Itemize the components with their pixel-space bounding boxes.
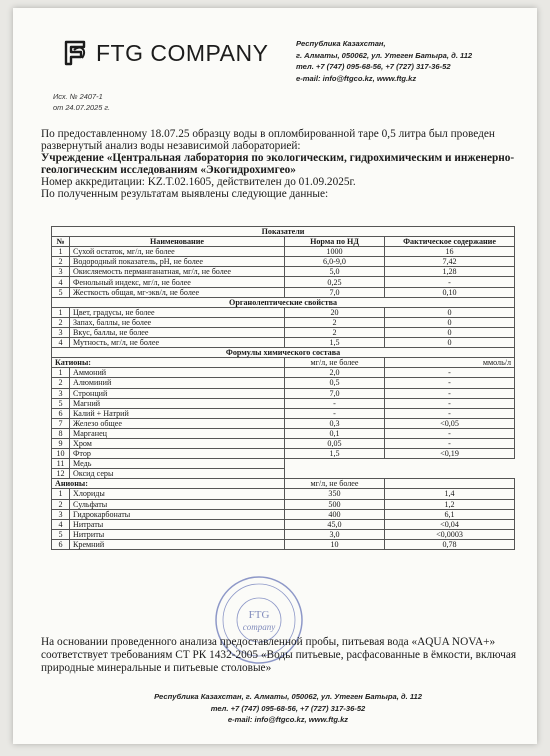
row-norm: 2	[285, 317, 385, 327]
anion-row	[52, 539, 515, 549]
cation-row	[52, 398, 515, 408]
row-number: 6	[52, 408, 70, 418]
row-actual: <0,05	[385, 418, 515, 428]
row-number: 4	[52, 277, 70, 287]
stamp-line2: company	[242, 622, 276, 632]
row-norm: 5,0	[285, 267, 385, 277]
row-actual: -	[385, 428, 515, 438]
row-name: Марганец	[70, 428, 285, 438]
cation-row	[52, 408, 515, 418]
header-email: e-mail: info@ftgco.kz, www.ftg.kz	[296, 73, 417, 83]
cations-label: Катионы:	[52, 358, 285, 368]
row-norm: 2	[285, 327, 385, 337]
organoleptic-row	[52, 317, 515, 327]
header-name: Наименование	[70, 237, 285, 247]
main-row	[52, 277, 515, 287]
row-norm: 0,25	[285, 277, 385, 287]
header-contacts	[296, 38, 526, 84]
row-name: Фтор	[70, 449, 285, 459]
row-number: 3	[52, 327, 70, 337]
row-number: 5	[52, 287, 70, 297]
row-norm: 0,5	[285, 378, 385, 388]
row-actual: -	[385, 438, 515, 448]
row-norm: 45,0	[285, 519, 385, 529]
row-name: Водородный показатель, pH, не более	[70, 257, 285, 267]
column-header-row	[52, 237, 515, 247]
row-name: Жесткость общая, мг-экв/л, не более	[70, 287, 285, 297]
row-number: 4	[52, 519, 70, 529]
company-logo	[60, 38, 268, 68]
row-actual: <0,19	[385, 449, 515, 459]
footer-phone: тел. +7 (747) 095-68-56, +7 (727) 317-36-52	[210, 703, 366, 713]
row-number: 1	[52, 247, 70, 257]
row-actual: 6,1	[385, 509, 515, 519]
anions-label: Анионы:	[52, 479, 285, 489]
anions-header-row	[52, 479, 515, 489]
cation-row	[52, 418, 515, 428]
row-name: Хлориды	[70, 489, 285, 499]
cation-row	[52, 368, 515, 378]
row-number: 9	[52, 438, 70, 448]
row-name: Калий + Натрий	[70, 408, 285, 418]
header-phone: тел. +7 (747) 095-68-56, +7 (727) 317-36-52	[296, 62, 451, 71]
main-row	[52, 257, 515, 267]
row-actual: -	[385, 408, 515, 418]
row-actual: 0,78	[385, 539, 515, 549]
intro-paragraph: По предоставленному 18.07.25 образцу воды в опломбированной таре 0,5 литра был проведен развернутый анализ воды независимой лабораторией:	[41, 128, 495, 152]
cations-header-row	[52, 358, 515, 368]
row-number: 7	[52, 418, 70, 428]
row-name: Медь	[70, 459, 285, 469]
row-actual: 0	[385, 327, 515, 337]
row-number: 2	[52, 317, 70, 327]
cations-unit-mmol: ммоль/л	[385, 358, 515, 368]
row-actual: -	[385, 277, 515, 287]
row-number: 12	[52, 469, 70, 479]
anion-row	[52, 489, 515, 499]
row-actual: 0,10	[385, 287, 515, 297]
row-name: Железо общее	[70, 418, 285, 428]
row-norm: 7,0	[285, 287, 385, 297]
ftg-logo-icon	[60, 38, 90, 68]
row-number: 5	[52, 398, 70, 408]
row-norm: 1,5	[285, 449, 385, 459]
row-name: Стронций	[70, 388, 285, 398]
section-title: Показатели	[52, 227, 515, 237]
row-norm: 20	[285, 307, 385, 317]
reference-date: от 24.07.2025 г.	[53, 102, 111, 112]
organoleptic-row	[52, 338, 515, 348]
row-actual: 1,2	[385, 499, 515, 509]
row-norm: 0,05	[285, 438, 385, 448]
row-norm: 350	[285, 489, 385, 499]
reference-block	[53, 92, 110, 113]
row-name: Нитраты	[70, 519, 285, 529]
row-actual: <0,04	[385, 519, 515, 529]
results-intro: По полученным результатам выявлены следующие данные:	[41, 188, 329, 200]
row-name: Вкус, баллы, не более	[70, 327, 285, 337]
row-actual: -	[385, 368, 515, 378]
header-country: Республика Казахстан,	[296, 39, 386, 48]
row-name: Хром	[70, 438, 285, 448]
organoleptic-row	[52, 307, 515, 317]
footer-contacts	[108, 691, 468, 726]
cation-row	[52, 459, 515, 469]
main-row	[52, 267, 515, 277]
row-name: Запах, баллы, не более	[70, 317, 285, 327]
row-actual: 0	[385, 307, 515, 317]
document-sheet	[13, 8, 537, 744]
header-num: №	[52, 237, 70, 247]
row-number: 1	[52, 368, 70, 378]
row-name: Окисляемость перманганатная, мг/л, не более	[70, 267, 285, 277]
cation-row	[52, 428, 515, 438]
row-name: Сульфаты	[70, 499, 285, 509]
row-norm: 0,3	[285, 418, 385, 428]
section-header-organoleptic	[52, 297, 515, 307]
cation-row	[52, 438, 515, 448]
section-title: Формулы химического состава	[52, 348, 515, 358]
results-table	[51, 226, 515, 550]
row-actual: 1,4	[385, 489, 515, 499]
row-name: Магний	[70, 398, 285, 408]
cation-row	[52, 449, 515, 459]
row-number: 11	[52, 459, 70, 469]
anion-row	[52, 529, 515, 539]
row-number: 4	[52, 338, 70, 348]
row-name: Кремний	[70, 539, 285, 549]
row-number: 3	[52, 509, 70, 519]
row-number: 3	[52, 267, 70, 277]
row-name: Алюминий	[70, 378, 285, 388]
company-name: FTG COMPANY	[96, 39, 269, 66]
section-header-main	[52, 227, 515, 237]
row-actual: -	[385, 378, 515, 388]
row-norm: 1,5	[285, 338, 385, 348]
cation-row	[52, 388, 515, 398]
row-norm: 3,0	[285, 529, 385, 539]
row-norm: 1000	[285, 247, 385, 257]
row-norm: 400	[285, 509, 385, 519]
stamp-line1: FTG	[248, 609, 270, 621]
anion-row	[52, 499, 515, 509]
row-actual: -	[385, 388, 515, 398]
row-norm: -	[285, 398, 385, 408]
intro-text	[41, 128, 521, 200]
row-number: 2	[52, 257, 70, 267]
row-norm: 500	[285, 499, 385, 509]
row-norm: 6,0-9,0	[285, 257, 385, 267]
lab-name: Учреждение «Центральная лаборатория по экологическим, гидрохимическим и инженерно-геологическим исследованиям «Экогидрохимгео»	[41, 152, 515, 176]
row-norm: 2,0	[285, 368, 385, 378]
row-number: 2	[52, 499, 70, 509]
row-name: Мутность, мг/л, не более	[70, 338, 285, 348]
conclusion-text: На основании проведенного анализа предоставленной пробы, питьевая вода «AQUA NOVA+» соответствует требованиям СТ РК 1432-2005 «Воды питьевые, расфасованные в ёмкости, включая природные минеральные и питьевые столовые»	[41, 636, 517, 674]
anions-unit: мг/л, не более	[285, 479, 385, 489]
section-header-formula	[52, 348, 515, 358]
cation-row	[52, 469, 515, 479]
row-actual: 16	[385, 247, 515, 257]
row-number: 5	[52, 529, 70, 539]
main-row	[52, 287, 515, 297]
row-name: Нитриты	[70, 529, 285, 539]
footer-email: e-mail: info@ftgco.kz, www.ftg.kz	[227, 715, 349, 724]
row-number: 3	[52, 388, 70, 398]
row-norm: -	[285, 408, 385, 418]
row-name: Аммоний	[70, 368, 285, 378]
row-name: Сухой остаток, мг/л, не более	[70, 247, 285, 257]
row-name: Оксид серы	[70, 469, 285, 479]
row-number: 2	[52, 378, 70, 388]
row-actual: 0	[385, 317, 515, 327]
row-actual: -	[385, 398, 515, 408]
row-name: Гидрокарбонаты	[70, 509, 285, 519]
organoleptic-row	[52, 327, 515, 337]
header-actual: Фактическое содержание	[385, 237, 515, 247]
anion-row	[52, 519, 515, 529]
header-norm: Норма по НД	[285, 237, 385, 247]
row-actual: 1,28	[385, 267, 515, 277]
main-row	[52, 247, 515, 257]
section-title: Органолептические свойства	[52, 297, 515, 307]
cations-unit: мг/л, не более	[285, 358, 385, 368]
row-number: 10	[52, 449, 70, 459]
row-number: 6	[52, 539, 70, 549]
footer-address: Республика Казахстан, г. Алматы, 050062, ул. Утеген Батыра, д. 112	[154, 692, 422, 701]
row-actual: <0,0003	[385, 529, 515, 539]
row-number: 1	[52, 307, 70, 317]
row-norm: 7,0	[285, 388, 385, 398]
cation-row	[52, 378, 515, 388]
reference-number: Исх. № 2407-1	[53, 92, 103, 101]
row-actual: 0	[385, 338, 515, 348]
row-number: 8	[52, 428, 70, 438]
row-actual: 7,42	[385, 257, 515, 267]
row-name: Фенольный индекс, мг/л, не более	[70, 277, 285, 287]
row-norm: 0,1	[285, 428, 385, 438]
anion-row	[52, 509, 515, 519]
row-number: 1	[52, 489, 70, 499]
accreditation: Номер аккредитации: KZ.T.02.1605, действителен до 01.09.2025г.	[41, 176, 356, 188]
row-name: Цвет, градусы, не более	[70, 307, 285, 317]
header-address: г. Алматы, 050062, ул. Утеген Батыра, д. 112	[296, 50, 473, 60]
empty-cell	[385, 479, 515, 489]
row-norm: 10	[285, 539, 385, 549]
